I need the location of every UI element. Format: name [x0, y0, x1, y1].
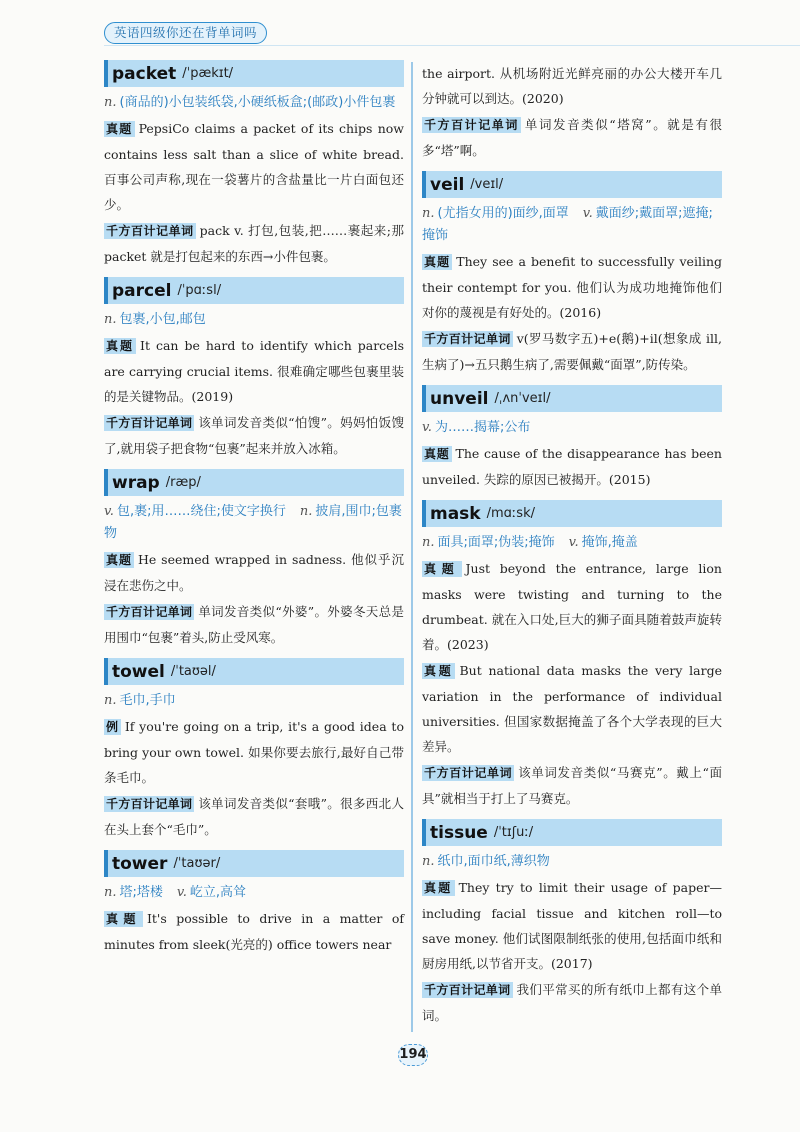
label-tag: 真题	[424, 881, 453, 895]
headword: unveil	[430, 388, 489, 409]
definition	[104, 501, 404, 545]
book-title: 英语四级你还在背单词吗	[114, 25, 258, 40]
page-number: 194	[398, 1044, 428, 1066]
exam-sentence	[104, 116, 404, 217]
label-tag: 千方百计记单词	[424, 983, 511, 997]
label-tag: 千方百计记单词	[106, 797, 193, 811]
part-of-speech: v.	[422, 420, 432, 435]
headword: packet	[112, 63, 177, 84]
part-of-speech: n.	[299, 504, 313, 519]
part-of-speech: n.	[422, 206, 435, 221]
part-of-speech: n.	[104, 885, 117, 900]
label-tag: 真题	[106, 339, 135, 353]
definition	[104, 690, 404, 712]
pronunciation: /ræp/	[165, 475, 201, 490]
paragraph-text: pack v. 打包,包装,把……裹起来;那 packet 就是打包起来的东西→小件包裹。	[104, 223, 404, 264]
label-tag: 千方百计记单词	[106, 224, 194, 238]
paragraph-text: 单词发音类似“塔窝”。就是有很多“塔”啊。	[422, 117, 722, 158]
part-of-speech: v.	[176, 885, 187, 900]
pronunciation: /ˈtaʊəl/	[170, 664, 216, 679]
paragraph-text: v(罗马数字五)+e(鹅)+il(想象成 ill,生病了)→五只鹅生病了,需要佩戴“面罩”,防传染。	[422, 331, 722, 372]
paragraph-text: But national data masks the very large variation in the performance of individual universities. 但国家数据掩盖了各个大学表现的巨大差异。	[422, 663, 722, 754]
right-column	[422, 60, 722, 1036]
pronunciation: /mɑːsk/	[486, 506, 535, 521]
definition	[104, 882, 404, 904]
entry-parcel	[104, 277, 404, 461]
exam-sentence	[422, 556, 722, 657]
label-tag: 真题	[424, 562, 460, 576]
word-bar	[104, 469, 404, 496]
part-of-speech: n.	[422, 535, 435, 550]
definition-text: 纸巾,面巾纸,薄织物	[437, 854, 550, 869]
entry-towel	[104, 658, 404, 842]
memory-tip	[422, 326, 722, 377]
headword: towel	[112, 661, 165, 682]
definition-text: 包,裹;用……绕住;使文字换行	[116, 504, 286, 519]
book-title-badge	[104, 22, 267, 44]
part-of-speech: v.	[582, 206, 593, 221]
memory-tip	[422, 760, 722, 811]
paragraph-text: 单词发音类似“外婆”。外婆冬天总是用围巾“包裹”着头,防止受风寒。	[104, 604, 404, 645]
memory-tip	[104, 410, 404, 461]
paragraph-text: The cause of the disappearance has been unveiled. 失踪的原因已被揭开。(2015)	[422, 446, 722, 487]
paragraph-text: PepsiCo claims a packet of its chips now contains less salt than a slice of white bread. 百事公司声称,现在一袋薯片的含盐量比一片白面包还少。	[104, 121, 404, 212]
exam-sentence	[422, 441, 722, 492]
definition	[422, 532, 722, 554]
definition-text: 为……揭幕;公布	[434, 420, 531, 435]
definition-text: 塔;塔楼	[119, 885, 163, 900]
paragraph-text: the airport. 从机场附近光鲜亮丽的办公大楼开车几分钟就可以到达。(2020)	[422, 66, 722, 106]
header-rule	[104, 45, 800, 46]
pronunciation: /veɪl/	[470, 177, 504, 192]
part-of-speech: n.	[422, 854, 435, 869]
definition	[422, 851, 722, 873]
exam-sentence	[104, 906, 404, 957]
headword: wrap	[112, 472, 160, 493]
pronunciation: /ˈtɪʃuː/	[493, 825, 534, 840]
word-bar	[422, 385, 722, 412]
definition	[422, 203, 722, 247]
headword: tissue	[430, 822, 488, 843]
paragraph-text: Just beyond the entrance, large lion masks were twisting and turning to the drumbeat. 就在入口处,巨大的狮子面具随着鼓声旋转着。(2023)	[422, 561, 722, 652]
pronunciation: /ˈpɑːsl/	[177, 283, 222, 298]
label-tag: 真题	[106, 122, 133, 136]
paragraph-text: It can be hard to identify which parcels are carrying crucial items. 很难确定哪些包裹里装的是关键物品。(2019)	[104, 338, 404, 404]
paragraph-text: They see a benefit to successfully veiling their contempt for you. 他们认为成功地掩饰他们对你的蔑视是有好处的。(2016)	[422, 254, 722, 320]
exam-sentence	[422, 875, 722, 976]
entry-tower	[104, 850, 404, 957]
label-tag: 千方百计记单词	[424, 118, 519, 132]
definition-text: 毛巾,手巾	[119, 693, 176, 708]
paragraph-text: If you're going on a trip, it's a good idea to bring your own towel. 如果你要去旅行,最好自己带条毛巾。	[104, 719, 404, 785]
memory-tip	[422, 977, 722, 1028]
definition	[104, 92, 404, 114]
definition-text: 掩饰,掩盖	[581, 535, 638, 550]
word-bar	[422, 171, 722, 198]
label-tag: 千方百计记单词	[424, 766, 513, 780]
word-bar	[104, 277, 404, 304]
definition-text: 戴面纱;戴面罩;遮掩;掩饰	[422, 206, 713, 243]
paragraph-text: 我们平常买的所有纸巾上都有这个单词。	[422, 982, 722, 1023]
label-tag: 真题	[106, 912, 141, 926]
part-of-speech: v.	[568, 535, 579, 550]
part-of-speech: n.	[104, 312, 117, 327]
column-divider	[411, 62, 413, 1032]
label-tag: 真题	[106, 553, 132, 567]
exam-sentence	[104, 547, 404, 598]
part-of-speech: n.	[104, 693, 117, 708]
left-column	[104, 60, 404, 965]
headword: parcel	[112, 280, 172, 301]
memory-tip	[104, 791, 404, 842]
paragraph-text: 该单词发音类似“马赛克”。戴上“面具”就相当于打上了马赛克。	[422, 765, 722, 806]
definition-text: 披肩,围巾;包裹物	[104, 504, 402, 541]
label-tag: 千方百计记单词	[106, 605, 193, 619]
definition	[104, 309, 404, 331]
word-bar	[422, 819, 722, 846]
entry-tissue	[422, 819, 722, 1028]
headword: veil	[430, 174, 465, 195]
definition-text: 面具;面罩;伪装;掩饰	[437, 535, 555, 550]
entry-packet	[104, 60, 404, 269]
exam-sentence	[422, 249, 722, 325]
label-tag: 千方百计记单词	[106, 416, 193, 430]
definition-text: (商品的)小包装纸袋,小硬纸板盒;(邮政)小件包裹	[119, 95, 396, 110]
continued-sentence	[422, 61, 722, 111]
pronunciation: /ˌʌnˈveɪl/	[494, 391, 551, 406]
label-tag: 真题	[424, 447, 450, 461]
entry-mask	[422, 500, 722, 811]
word-bar	[422, 500, 722, 527]
definition-text: (尤指女用的)面纱,面罩	[437, 206, 569, 221]
paragraph-text: He seemed wrapped in sadness. 他似乎沉浸在悲伤之中。	[104, 552, 404, 593]
label-tag: 千方百计记单词	[424, 332, 511, 346]
word-bar	[104, 850, 404, 877]
word-bar	[104, 60, 404, 87]
entry-veil	[422, 171, 722, 377]
exam-sentence	[422, 658, 722, 759]
paragraph-text: 该单词发音类似“套哦”。很多西北人在头上套个“毛巾”。	[104, 796, 404, 837]
exam-sentence	[104, 333, 404, 409]
memory-tip	[104, 218, 404, 269]
label-tag: 例	[106, 720, 119, 734]
entry-unveil	[422, 385, 722, 492]
memory-tip	[104, 599, 404, 650]
pronunciation: /ˈpækɪt/	[182, 66, 234, 81]
memory-tip	[422, 112, 722, 163]
paragraph-text: It's possible to drive in a matter of minutes from sleek(光亮的) office towers near	[104, 911, 404, 952]
entry-tower-continued	[422, 61, 722, 163]
definition-text: 屹立,高耸	[189, 885, 246, 900]
pronunciation: /ˈtaʊər/	[173, 856, 221, 871]
definition-text: 包裹,小包,邮包	[119, 312, 206, 327]
label-tag: 真题	[424, 664, 454, 678]
example-sentence	[104, 714, 404, 790]
headword: tower	[112, 853, 168, 874]
entry-wrap	[104, 469, 404, 650]
paragraph-text: They try to limit their usage of paper—including facial tissue and kitchen roll—to save money. 他们试图限制纸张的使用,包括面巾纸和厨房用纸,以节省开支。(2017)	[422, 880, 722, 971]
label-tag: 真题	[424, 255, 451, 269]
paragraph-text: 该单词发音类似“怕馊”。妈妈怕饭馊了,就用袋子把食物“包裹”起来并放入冰箱。	[104, 415, 404, 456]
word-bar	[104, 658, 404, 685]
part-of-speech: n.	[104, 95, 117, 110]
headword: mask	[430, 503, 481, 524]
part-of-speech: v.	[104, 504, 114, 519]
definition	[422, 417, 722, 439]
